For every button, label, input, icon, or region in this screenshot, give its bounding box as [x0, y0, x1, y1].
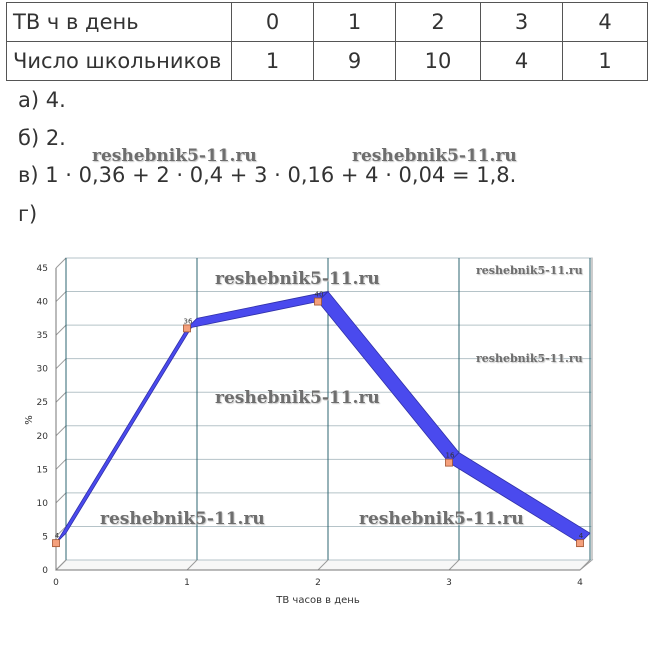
y-tick-label: 45: [36, 264, 48, 274]
watermark: reshebnik5-11.ru: [100, 509, 265, 529]
y-tick-label: 5: [42, 532, 48, 543]
watermark: reshebnik5-11.ru: [476, 264, 583, 277]
data-point: [315, 298, 322, 305]
data-label: 16: [445, 451, 455, 460]
y-tick-label: 30: [36, 364, 48, 375]
data-label: 40: [314, 290, 324, 299]
watermark: reshebnik5-11.ru: [476, 352, 583, 365]
gridline-depth: [56, 292, 66, 302]
gridline-depth: [56, 426, 66, 436]
y-tick-label: 20: [36, 431, 48, 442]
table-cell: 4: [563, 3, 648, 42]
x-tick-label: 3: [446, 578, 452, 588]
y-tick-label: 25: [36, 398, 48, 409]
table-cell: 2: [396, 3, 481, 42]
gridline-depth: [56, 392, 66, 402]
watermark: reshebnik5-11.ru: [352, 146, 517, 166]
row-header: ТВ ч в день: [7, 3, 232, 42]
data-point: [446, 459, 453, 466]
data-point: [53, 540, 60, 547]
data-label: 36: [183, 317, 193, 326]
y-axis-title: %: [24, 415, 35, 425]
data-point: [577, 540, 584, 547]
x-tick-label: 1: [184, 578, 190, 588]
data-label: 4: [578, 532, 584, 541]
table-cell: 3: [481, 3, 563, 42]
answer-a: а) 4.: [18, 88, 66, 112]
answer-g: г): [18, 202, 38, 226]
data-label: 4: [54, 532, 60, 541]
y-tick-label: 15: [36, 465, 48, 476]
table-cell: 9: [314, 42, 396, 81]
x-tick-label: 0: [53, 578, 59, 588]
x-tick-label: 2: [315, 578, 321, 588]
chart-floor: [56, 560, 592, 570]
row-header: Число школьников: [7, 42, 232, 81]
y-tick-label: 40: [36, 297, 48, 308]
watermark: reshebnik5-11.ru: [215, 388, 380, 408]
table-cell: 4: [481, 42, 563, 81]
gridline-depth: [56, 359, 66, 369]
gridline-depth: [56, 258, 66, 268]
watermark: reshebnik5-11.ru: [92, 146, 257, 166]
data-point: [184, 325, 191, 332]
y-tick-label: 0: [42, 566, 48, 576]
gridline-depth: [56, 493, 66, 503]
answer-v: в) 1 · 0,36 + 2 · 0,4 + 3 · 0,16 + 4 · 0,04 = 1,8.: [18, 163, 517, 187]
watermark: reshebnik5-11.ru: [359, 509, 524, 529]
gridline-depth: [56, 325, 66, 335]
table-cell: 0: [232, 3, 314, 42]
watermark: reshebnik5-11.ru: [215, 269, 380, 289]
table-cell: 1: [232, 42, 314, 81]
table-cell: 10: [396, 42, 481, 81]
gridline-depth: [56, 459, 66, 469]
x-axis-title: ТВ часов в день: [276, 595, 360, 606]
answer-b: б) 2.: [18, 126, 66, 150]
table-cell: 1: [563, 42, 648, 81]
y-tick-label: 35: [36, 331, 48, 342]
x-tick-label: 4: [577, 578, 583, 588]
y-tick-label: 10: [36, 498, 48, 509]
table-cell: 1: [314, 3, 396, 42]
